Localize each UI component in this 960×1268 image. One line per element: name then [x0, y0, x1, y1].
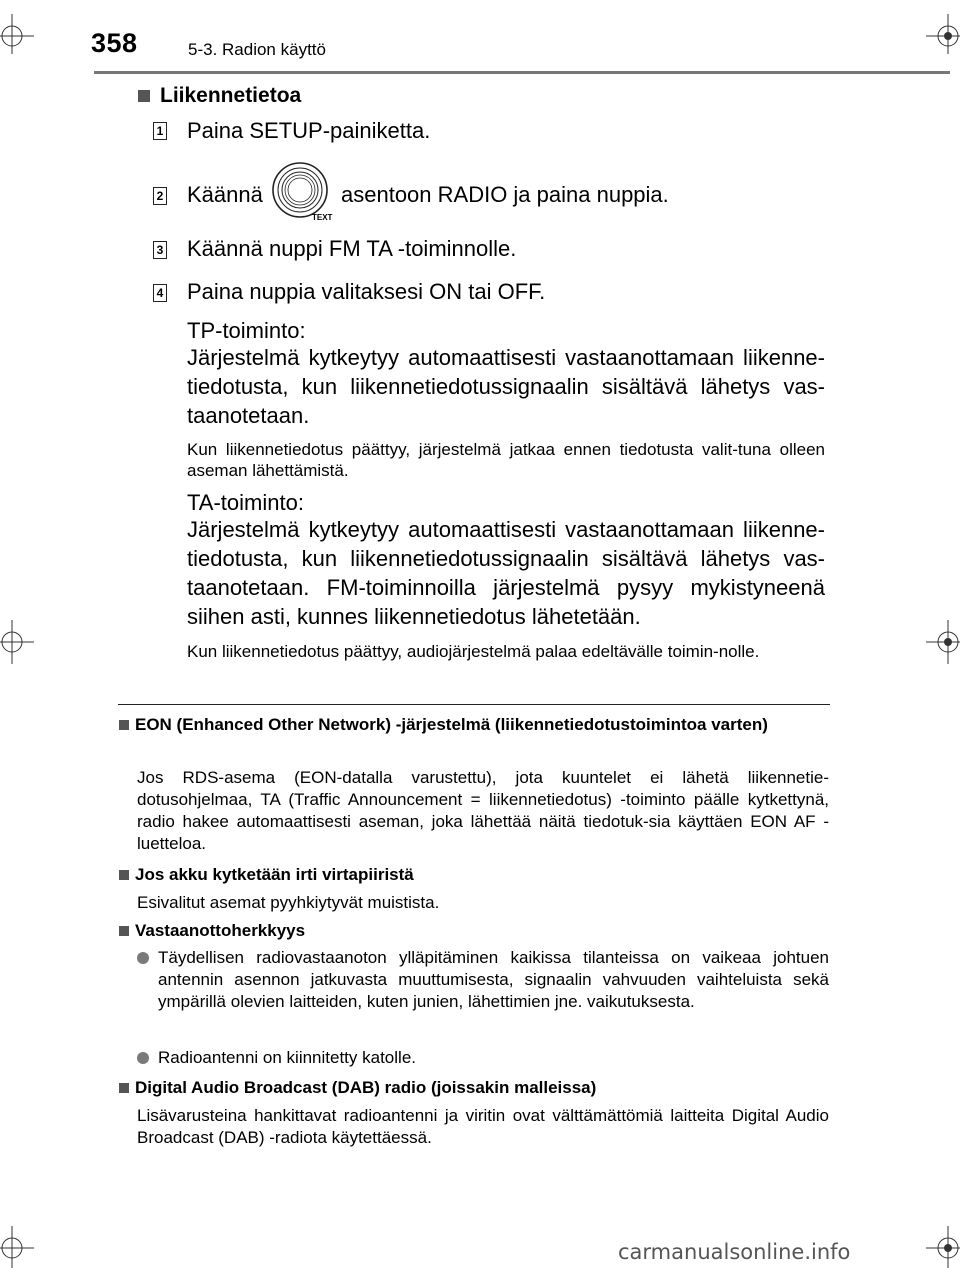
- note-heading-dab-text: Digital Audio Broadcast (DAB) radio (joissakin malleissa): [135, 1078, 597, 1097]
- watermark: carmanualsonline.info: [618, 1240, 851, 1264]
- note-body-eon: Jos RDS-asema (EON-datalla varustettu), jota kuuntelet ei lähetä liikennetie-dotusohjelmaa, TA (Traffic Announcement = liikennetiedotus) -toiminto päälle kytkettynä, radio hakee automaattisesti aseman, joka lähettää näitä tiedotuk-sia käyttäen EON AF -luetteloa.: [137, 768, 829, 853]
- step-number-1: 1: [153, 122, 167, 140]
- ta-body: Järjestelmä kytkeytyy automaattisesti vastaanottamaan liikenne-tiedotusta, kun liikennetiedotussignaalin sisältävä lähetys vas-taanotetaan. FM-toiminnoilla järjestelmä pysyy mykistyneenä siihen asti, kunnes liikennetiedotus lähetetään.: [187, 517, 825, 629]
- main-heading: [138, 84, 301, 108]
- note-heading-reception: [119, 920, 830, 942]
- step-text-1: Paina SETUP-painiketta.: [187, 118, 431, 143]
- ta-heading: TA-toiminto:: [187, 490, 304, 515]
- crop-mark-middle-right: [922, 620, 960, 664]
- tp-note: Kun liikennetiedotus päättyy, järjestelmä jatkaa ennen tiedotusta valit-tuna olleen aseman lähettämistä.: [187, 440, 825, 480]
- note-heading-eon: [119, 714, 830, 736]
- step-text-2-before: Käännä: [187, 182, 263, 207]
- ta-note: Kun liikennetiedotus päättyy, audiojärjestelmä palaa edeltävälle toimin-nolle.: [187, 642, 760, 661]
- round-bullet-icon: [137, 952, 149, 964]
- tp-body: Järjestelmä kytkeytyy automaattisesti vastaanottamaan liikenne-tiedotusta, kun liikennetiedotussignaalin sisältävä lähetys vas-taanotetaan.: [187, 345, 825, 428]
- reception-bullet-1: [137, 947, 829, 1013]
- square-bullet-icon: [119, 720, 129, 730]
- step-number-3: 3: [153, 241, 167, 259]
- note-body-dab: Lisävarusteina hankittavat radioantenni ja viritin ovat välttämättömiä laitteita Digital Audio Broadcast (DAB) -radiota käytettäessä.: [137, 1106, 829, 1147]
- reception-bullet-2-text: Radioantenni on kiinnitetty katolle.: [158, 1048, 416, 1067]
- tp-heading: TP-toiminto:: [187, 318, 306, 343]
- tune-knob-icon: [270, 162, 334, 229]
- main-heading-text: Liikennetietoa: [160, 84, 302, 107]
- square-bullet-icon: [119, 1083, 129, 1093]
- step-number-4: 4: [153, 284, 167, 302]
- note-heading-battery-text: Jos akku kytketään irti virtapiiristä: [135, 865, 414, 884]
- crop-mark-bottom-right: [922, 1226, 960, 1268]
- note-body-battery: Esivalitut asemat pyyhkiytyvät muistista.: [137, 893, 440, 912]
- round-bullet-icon: [137, 1052, 149, 1064]
- step-text-2-after: asentoon RADIO ja paina nuppia.: [341, 182, 669, 207]
- section-divider: [118, 704, 830, 705]
- reception-bullet-2: [137, 1047, 829, 1069]
- note-heading-dab: [119, 1077, 830, 1099]
- step-text-4: Paina nuppia valitaksesi ON tai OFF.: [187, 279, 546, 304]
- reception-bullet-1-text: Täydellisen radiovastaanoton ylläpitäminen kaikissa tilanteissa on vaikeaa johtuen antennin asennon jatkuvasta muuttumisesta, signaalin vahvuuden vaihteluista sekä ympärillä olevien laitteiden, kuten junien, lähettimien jne. vaikutuksesta.: [158, 948, 829, 1011]
- header-rule: [94, 71, 950, 74]
- note-heading-eon-text: EON (Enhanced Other Network) -järjestelmä (liikennetiedotustoimintoa varten): [135, 715, 768, 734]
- note-heading-reception-text: Vastaanottoherkkyys: [135, 921, 306, 940]
- page-number: 358: [91, 28, 138, 58]
- square-bullet-icon: [138, 90, 150, 102]
- crop-mark-top-left: [0, 14, 40, 54]
- step-number-2: 2: [153, 187, 167, 205]
- square-bullet-icon: [119, 926, 129, 936]
- crop-mark-bottom-left: [0, 1226, 40, 1268]
- square-bullet-icon: [119, 870, 129, 880]
- step-text-3: Käännä nuppi FM TA -toiminnolle.: [187, 236, 517, 261]
- section-title: 5-3. Radion käyttö: [188, 40, 326, 59]
- crop-mark-middle-left: [0, 620, 40, 664]
- knob-label: TEXT: [312, 213, 333, 222]
- crop-mark-top-right: [922, 14, 960, 54]
- note-heading-battery: [119, 864, 830, 886]
